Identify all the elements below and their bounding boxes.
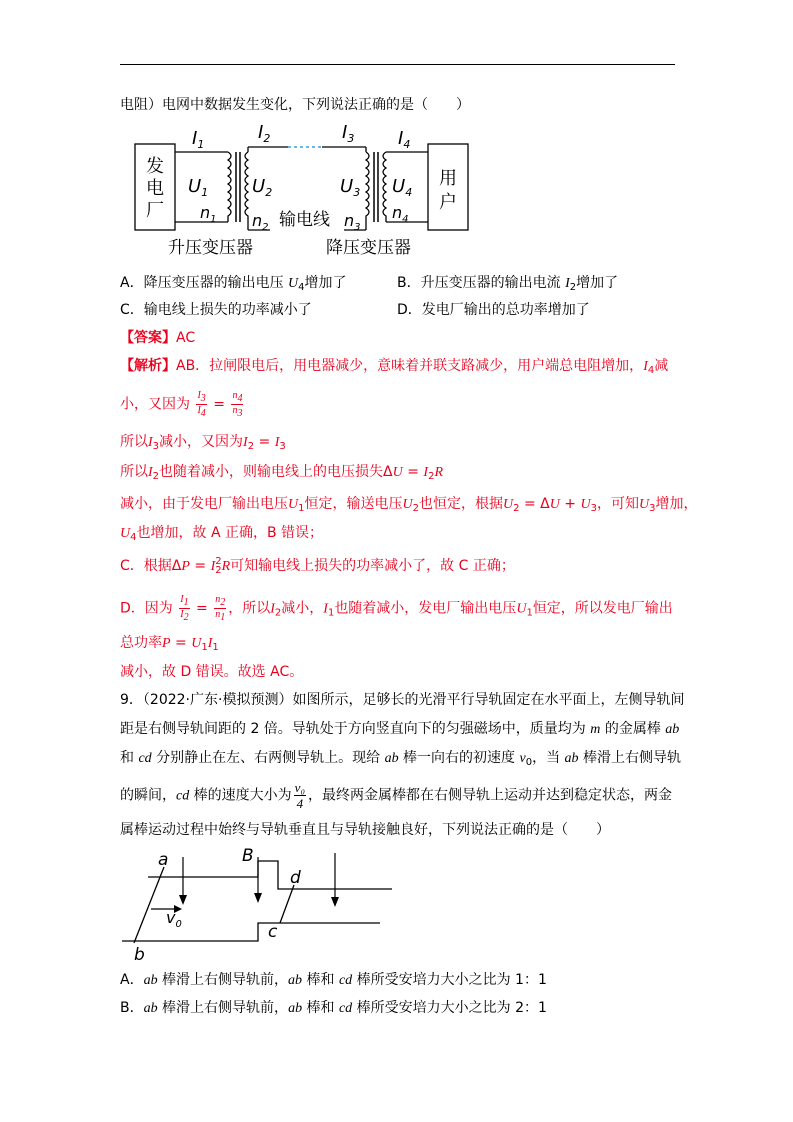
label-step-up: 升压变压器: [168, 238, 253, 258]
label-c: c: [268, 922, 278, 942]
label-v0: $v_0$: [166, 908, 182, 930]
transformer-diagram: [130, 122, 480, 262]
fraction-v0-over-4: $\frac{\text{v₀}}{4}$: [294, 780, 305, 811]
q8-analysis-p9: 总功率$P = U_1I_1$: [120, 635, 219, 653]
coil-1: [228, 152, 231, 222]
label-n3: $n_3$: [344, 211, 361, 233]
coil-3: [366, 152, 369, 222]
q8-answer: 【答案】AC: [120, 330, 196, 346]
q8-analysis-p1: 【解析】AB．拉闸限电后，用电器减少，意味着并联支路减少，用户端总电阻增加，$I_4$减: [120, 358, 669, 376]
label-U2: $U_2$: [252, 176, 273, 199]
q9-stem-line-2: 距是右侧导轨间距的 2 倍。导轨处于方向竖直向下的匀强磁场中，质量均为 m 的金属棒 ab: [120, 721, 680, 737]
fraction-I3-I4: $\frac{I3}{I4}$: [197, 390, 206, 419]
label-step-down: 降压变压器: [326, 238, 411, 258]
label-I1: $I_1$: [192, 128, 205, 151]
header-rule: [120, 64, 675, 65]
user-label-1: 用: [439, 168, 457, 189]
label-B: B: [242, 846, 254, 866]
user-label-2: 户: [439, 192, 457, 213]
q8-analysis-p4: 所以$I_2$也随着减小，则输电线上的电压损失$\Delta U = I_2R$: [120, 464, 443, 482]
q8-analysis-p3: 所以$I_3$减小，又因为$I_2 = I_3$: [120, 434, 286, 452]
fraction-I1-I2: $\frac{I1}{I2}$: [180, 594, 189, 623]
label-transmission-line: 输电线: [279, 210, 330, 230]
label-I3: $I_3$: [342, 122, 355, 145]
q8-analysis-p7: C．根据$\Delta P = I_2$ 2 R可知输电线上损失的功率减小了，故 C 正确；: [120, 556, 515, 576]
q8-analysis-p8: D．因为 $\frac{I1}{I2}$ = $\frac{n2}{n1}$ ，所以$I_2$减小，$I_1$也随着减小，发电厂输出电压$U_1$恒定，所以发电厂输出: [120, 594, 673, 623]
q8-stem-tail: 电阻）电网中数据发生变化，下列说法正确的是（ ）: [120, 97, 470, 113]
q8-analysis-p5: 减小，由于发电厂输出电压$U_1$恒定，输送电压$U_2$也恒定，根据$U_2 = \Delta U + U_3$，可知$U_3$增加，: [120, 496, 698, 514]
label-n4: $n_4$: [392, 203, 409, 225]
fraction-n2-n1: $\frac{n2}{n1}$: [215, 594, 226, 623]
q8-option-b: B．升压变压器的输出电流 $I_2$增加了: [397, 275, 619, 293]
q9-stem-line-4: 的瞬间，cd 棒的速度大小为 $\frac{\text{v₀}}{4}$ ，最终两金属棒都在右侧导轨上运动并达到稳定状态，两金: [120, 780, 672, 811]
q8-option-d: D．发电厂输出的总功率增加了: [397, 302, 590, 318]
label-U3: $U_3$: [340, 176, 361, 199]
label-n1: $n_1$: [200, 203, 217, 225]
generator-label-1: 发: [146, 156, 164, 177]
q8-analysis-p2: 小，又因为 $\frac{I3}{I4}$ = $\frac{n4}{n3}$: [120, 390, 243, 419]
label-d: d: [290, 868, 301, 888]
q8-analysis-p10: 减小，故 D 错误。故选 AC。: [120, 664, 304, 680]
q9-option-b: B．ab 棒滑上右侧导轨前，ab 棒和 cd 棒所受安培力大小之比为 2：1: [120, 1000, 547, 1016]
q9-stem-line-5: 属棒运动过程中始终与导轨垂直且与导轨接触良好，下列说法正确的是（ ）: [120, 822, 610, 838]
rails-figure: [118, 843, 408, 965]
generator-label-3: 厂: [146, 200, 164, 221]
q8-analysis-p6: $U_4$也增加，故 A 正确，B 错误；: [120, 525, 324, 543]
label-n2: $n_2$: [252, 211, 269, 233]
label-I4: $I_4$: [398, 128, 411, 151]
label-U4: $U_4$: [392, 176, 413, 199]
fraction-n4-n3: $\frac{n4}{n3}$: [232, 390, 243, 419]
q9-stem-line-1: 9．（2022·广东·模拟预测）如图所示，足够长的光滑平行导轨固定在水平面上，左侧导轨间: [120, 692, 685, 708]
label-a: a: [158, 850, 169, 870]
generator-label-2: 电: [146, 178, 164, 199]
q8-option-a: A．降压变压器的输出电压 $U_4$增加了: [120, 275, 347, 293]
coil-4: [383, 152, 386, 222]
coil-2: [245, 152, 248, 222]
q9-stem-line-3: 和 cd 分别静止在左、右两侧导轨上。现给 ab 棒一向右的初速度 $v_0$，当 ab 棒滑上右侧导轨: [120, 750, 681, 768]
label-b: b: [134, 945, 145, 965]
q9-option-a: A．ab 棒滑上右侧导轨前，ab 棒和 cd 棒所受安培力大小之比为 1：1: [120, 972, 547, 988]
label-U1: $U_1$: [188, 176, 209, 199]
label-I2: $I_2$: [258, 122, 271, 145]
q8-option-c: C．输电线上损失的功率减小了: [120, 302, 312, 318]
